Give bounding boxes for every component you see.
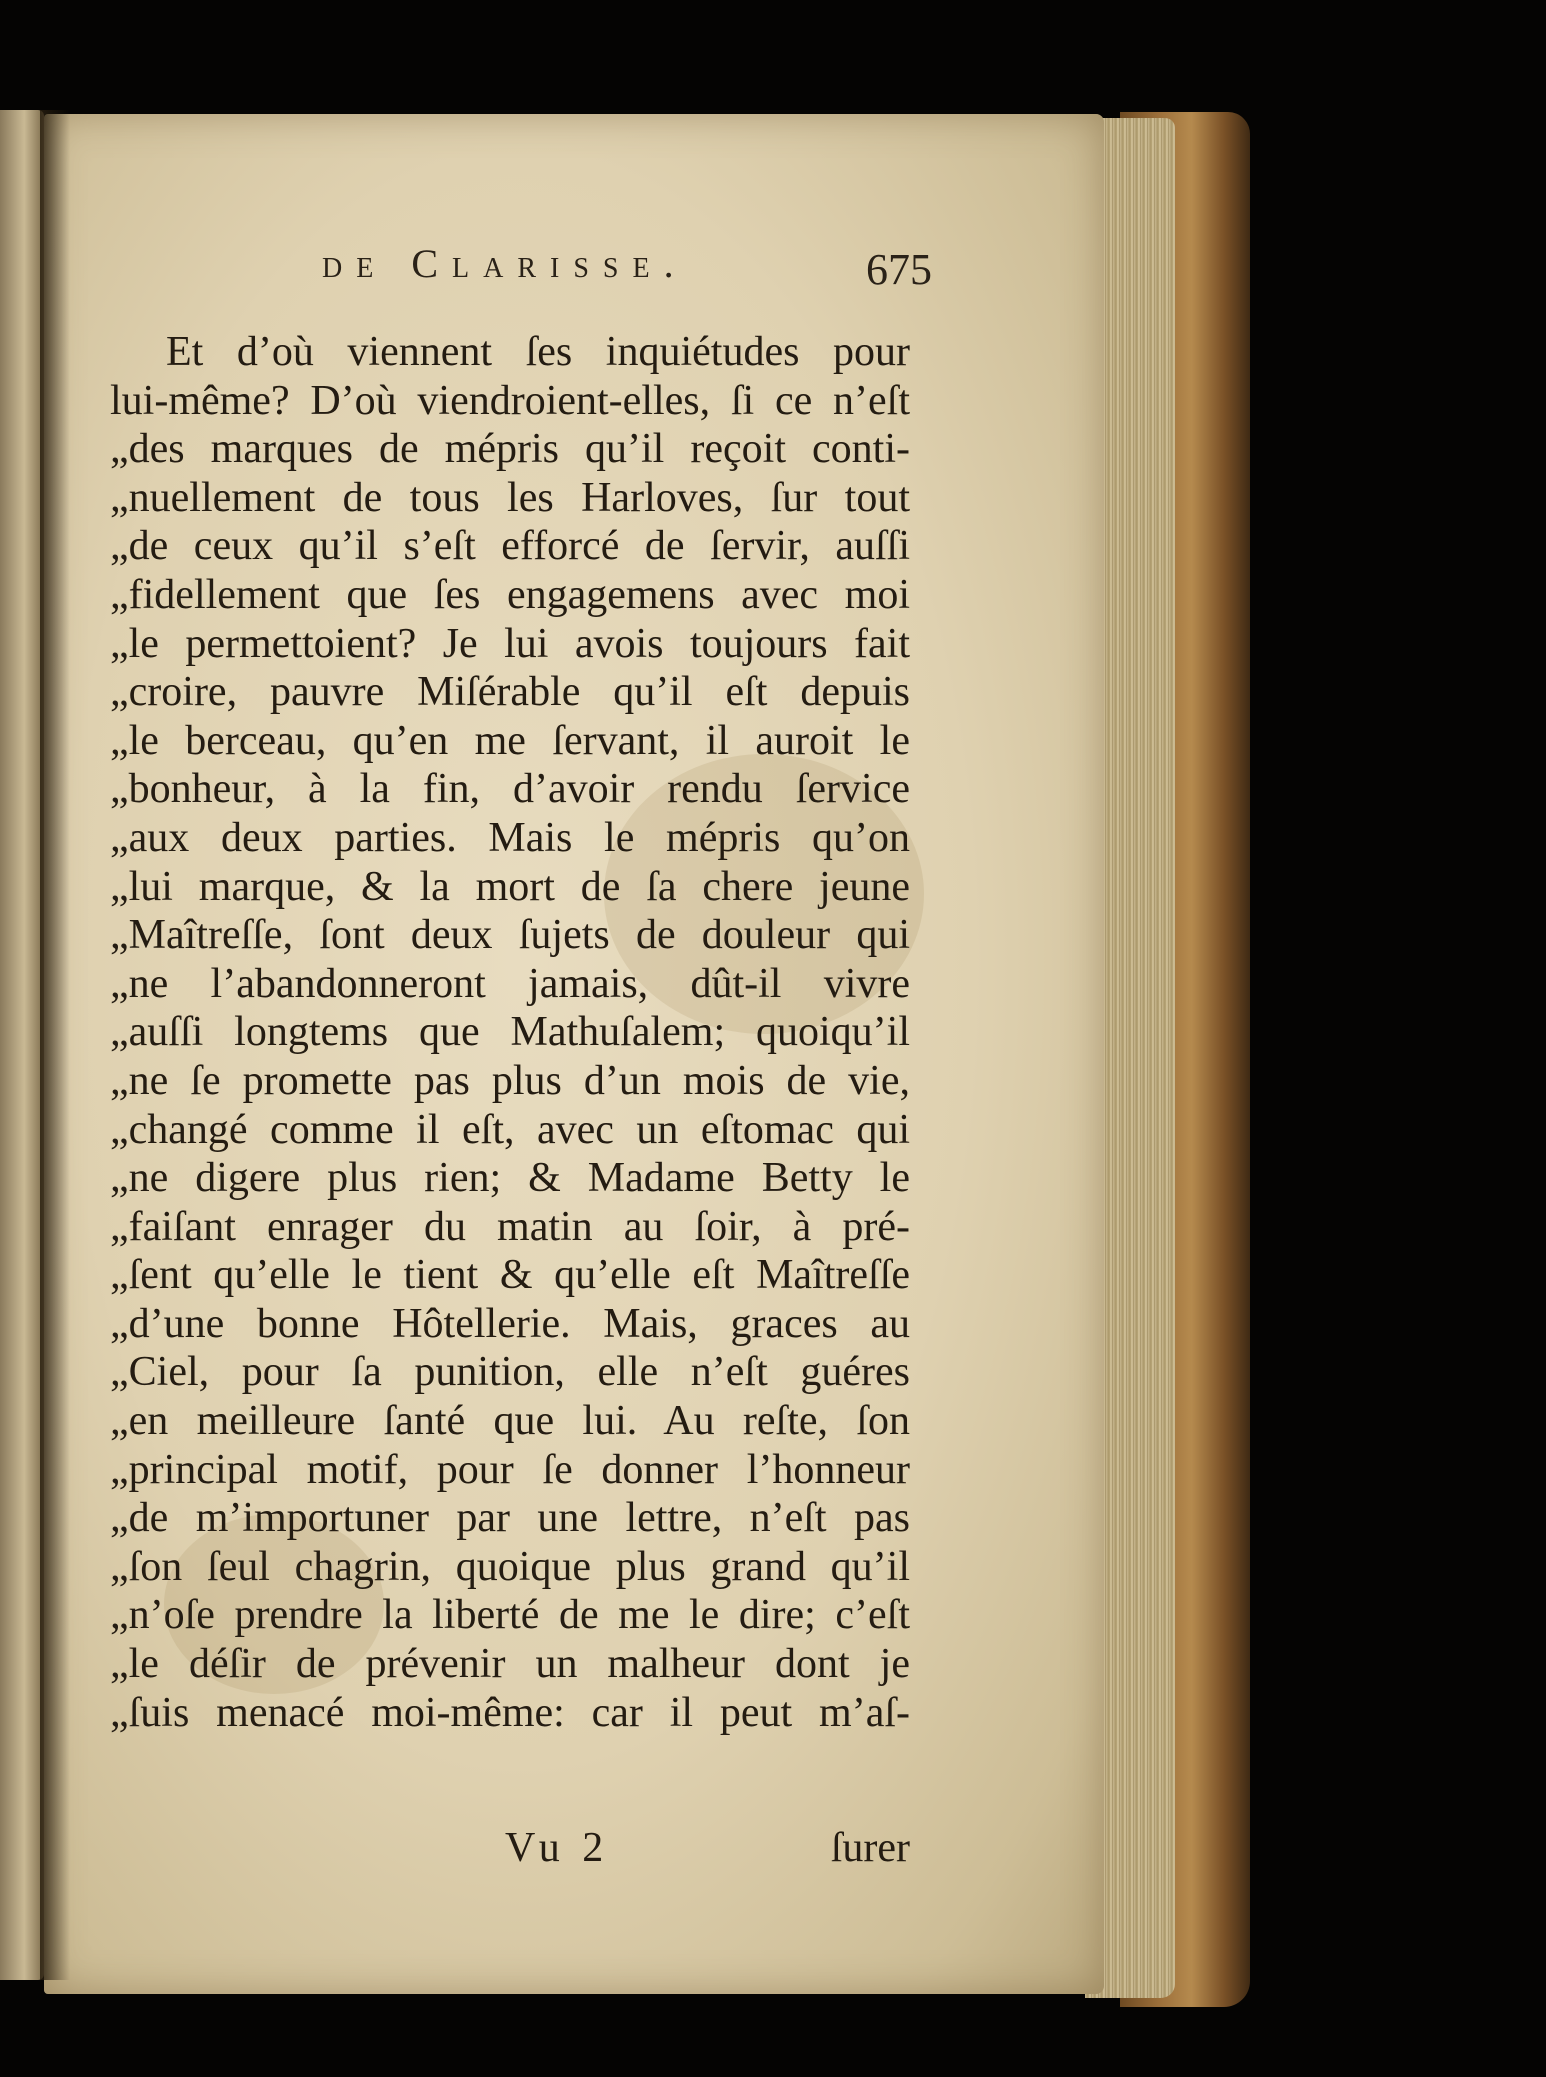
- gutter-shadow: [40, 110, 70, 1980]
- page-footer: [110, 1824, 910, 1880]
- text-line: „de ceux qu’il s’eſt efforcé de ſervir, auſſi: [110, 523, 910, 570]
- text-line: „le permettoient? Je lui avois toujours fait: [110, 620, 910, 667]
- text-line: „ſuis menacé moi-même: car il peut m’aſ-: [110, 1689, 910, 1736]
- catchword: ſurer: [830, 1825, 910, 1871]
- text-line: „bonheur, à la fin, d’avoir rendu ſervice: [110, 766, 910, 813]
- text-line: „aux deux parties. Mais le mépris qu’on: [110, 814, 910, 861]
- text-line: „d’une bonne Hôtellerie. Mais, graces au: [110, 1300, 910, 1347]
- text-line: „ſon ſeul chagrin, quoique plus grand qu’il: [110, 1543, 910, 1590]
- page-number: 675: [866, 245, 932, 294]
- text-line: „ſent qu’elle le tient & qu’elle eſt Maîtreſſe: [110, 1252, 910, 1299]
- text-line: „faiſant enrager du matin au ſoir, à pré-: [110, 1203, 910, 1250]
- text-line: „ne digere plus rien; & Madame Betty le: [110, 1155, 910, 1202]
- text-line: „Maîtreſſe, ſont deux ſujets de douleur qui: [110, 912, 910, 959]
- text-line: „Ciel, pour ſa punition, elle n’eſt guéres: [110, 1349, 910, 1396]
- left-page-sliver: [0, 110, 44, 1980]
- text-line: „changé comme il eſt, avec un eſtomac qui: [110, 1106, 910, 1153]
- page-header: [322, 240, 932, 310]
- text-line: „de m’importuner par une lettre, n’eſt pas: [110, 1495, 910, 1542]
- text-line: „nuellement de tous les Harloves, ſur tout: [110, 474, 910, 521]
- text-line: „le déſir de prévenir un malheur dont je: [110, 1641, 910, 1688]
- text-line: „ne ſe promette pas plus d’un mois de vie,: [110, 1057, 910, 1104]
- text-line: lui-même? D’où viendroient-elles, ſi ce n’eſt: [110, 377, 910, 424]
- text-line: „auſſi longtems que Mathuſalem; quoiqu’il: [110, 1009, 910, 1056]
- text-line: „principal motif, pour ſe donner l’honneur: [110, 1446, 910, 1493]
- text-line: „ne l’abandonneront jamais, dût-il vivre: [110, 960, 910, 1007]
- text-line: „le berceau, qu’en me ſervant, il auroit le: [110, 717, 910, 764]
- text-line: „fidellement que ſes engagemens avec moi: [110, 571, 910, 618]
- text-line: Et d’où viennent ſes inquiétudes pour: [166, 329, 910, 375]
- text-line: „croire, pauvre Miſérable qu’il eſt depuis: [110, 669, 910, 716]
- signature-mark: Vu 2: [505, 1825, 610, 1871]
- text-line: „lui marque, & la mort de ſa chere jeune: [110, 863, 910, 910]
- text-line: „n’oſe prendre la liberté de me le dire; c’eſt: [110, 1592, 910, 1639]
- text-line: „en meilleure ſanté que lui. Au reſte, ſon: [110, 1398, 910, 1445]
- text-line: „des marques de mépris qu’il reçoit conti-: [110, 426, 910, 473]
- body-text: [110, 328, 910, 1737]
- running-head: de Clarisse.: [322, 241, 688, 286]
